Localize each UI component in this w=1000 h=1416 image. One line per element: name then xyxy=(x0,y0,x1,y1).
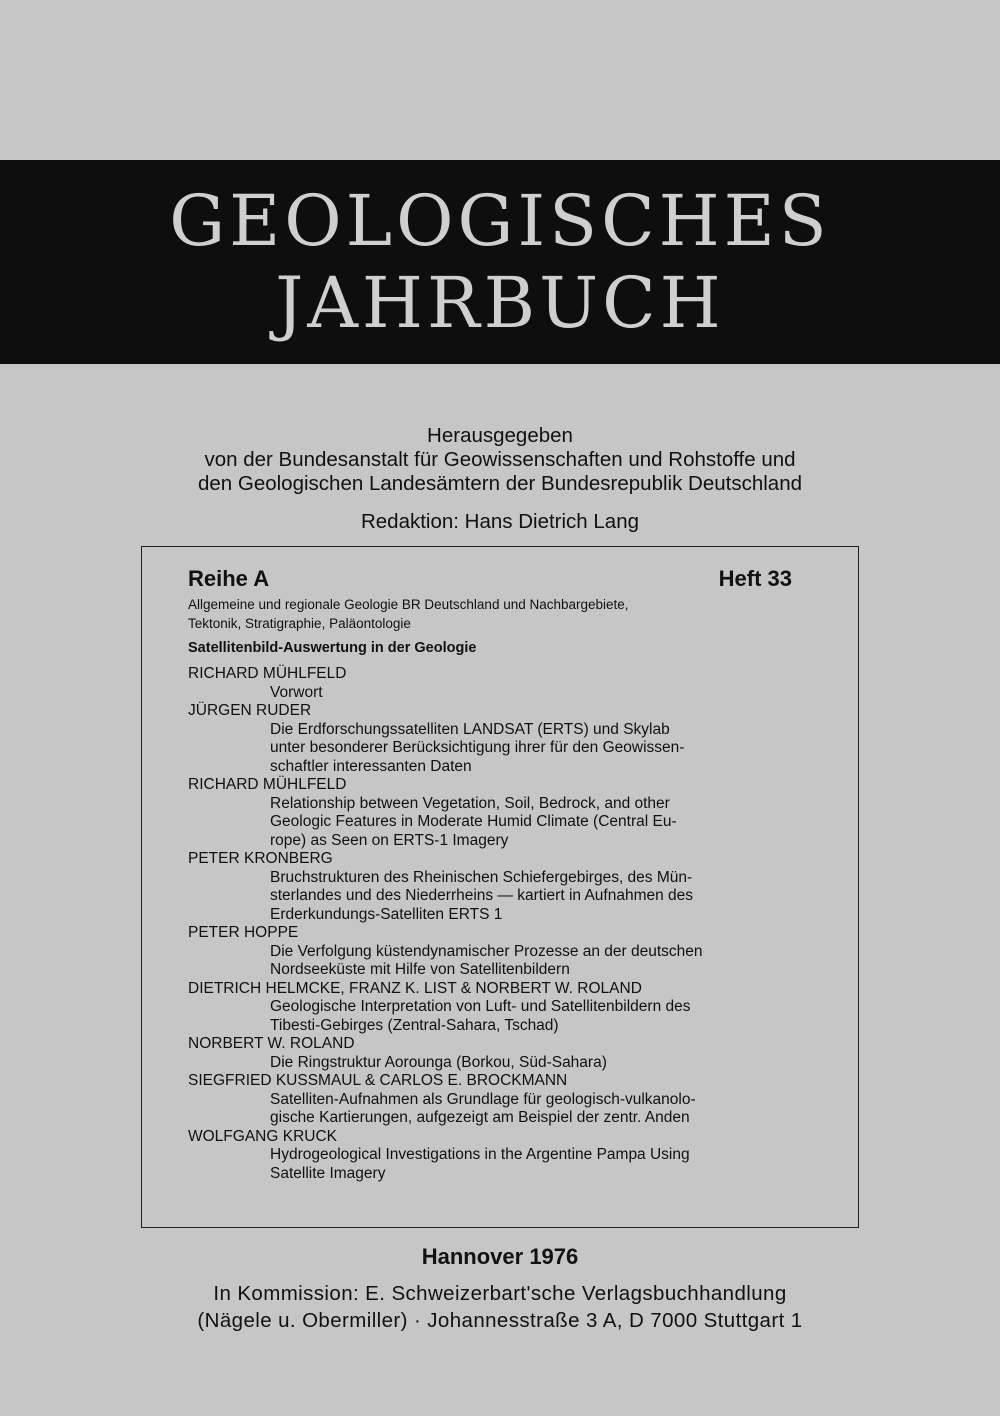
contents-inner xyxy=(188,567,792,1183)
place-year: Hannover 1976 xyxy=(421,1244,579,1269)
article-item xyxy=(188,924,792,980)
article-title-line: Relationship between Vegetation, Soil, Bedrock, and other xyxy=(270,794,670,812)
issue-number: Heft 33 xyxy=(718,566,792,591)
publisher-block xyxy=(0,424,1000,534)
article-title-line: Die Ringstruktur Aorounga (Borkou, Süd-Sahara) xyxy=(270,1053,607,1071)
article-author: NORBERT W. ROLAND xyxy=(188,1035,355,1052)
article-author: SIEGFRIED KUSSMAUL & CARLOS E. BROCKMANN xyxy=(188,1072,568,1089)
article-author: RICHARD MÜHLFELD xyxy=(188,665,347,682)
article-title xyxy=(270,1054,792,1073)
imprint-line2: (Nägele u. Obermiller) · Johannesstraße 3 A, D 7000 Stuttgart 1 xyxy=(197,1309,803,1332)
imprint-line1: In Kommission: E. Schweizerbart'sche Verlagsbuchhandlung xyxy=(213,1282,787,1305)
article-title-line: Satellite Imagery xyxy=(270,1164,386,1182)
article-title-line: Geologic Features in Moderate Humid Climate (Central Eu- xyxy=(270,813,677,830)
article-item xyxy=(188,980,792,1036)
article-title xyxy=(270,795,792,851)
article-title-line: sterlandes und des Niederrheins — kartiert in Aufnahmen des xyxy=(270,887,694,904)
article-title xyxy=(270,684,792,703)
series-label: Reihe A xyxy=(188,566,270,591)
article-author: PETER HOPPE xyxy=(188,924,299,941)
article-title-line: Tibesti-Gebirges (Zentral-Sahara, Tschad) xyxy=(270,1016,559,1034)
article-item xyxy=(188,850,792,924)
article-title-line: gische Kartierungen, aufgezeigt am Beispiel der zentr. Anden xyxy=(270,1109,690,1126)
article-title-line: Vorwort xyxy=(270,683,323,701)
series-row xyxy=(188,567,792,591)
journal-title-line1: GEOLOGISCHES xyxy=(169,180,831,262)
article-author: DIETRICH HELMCKE, FRANZ K. LIST & NORBERT W. ROLAND xyxy=(188,979,642,997)
article-title-line: Bruchstrukturen des Rheinischen Schiefergebirges, des Mün- xyxy=(270,868,693,886)
article-title-line: Die Erdforschungssatelliten LANDSAT (ERTS) und Skylab xyxy=(270,720,670,738)
contents-box xyxy=(141,546,859,1228)
article-item xyxy=(188,1072,792,1128)
article-item xyxy=(188,776,792,850)
article-title-line: Erderkundungs-Satelliten ERTS 1 xyxy=(270,905,503,923)
article-title xyxy=(270,721,792,777)
article-author: WOLFGANG KRUCK xyxy=(188,1127,337,1145)
journal-title-line2: JAHRBUCH xyxy=(275,262,725,344)
article-author: PETER KRONBERG xyxy=(188,850,333,867)
article-item xyxy=(188,665,792,702)
publisher-line3: den Geologischen Landesämtern der Bundesrepublik Deutschland xyxy=(197,472,802,495)
title-banner xyxy=(0,160,1000,364)
article-title-line: Satelliten-Aufnahmen als Grundlage für geologisch-vulkanolo- xyxy=(270,1090,696,1108)
article-title xyxy=(270,869,792,925)
article-list xyxy=(188,665,792,1183)
article-item xyxy=(188,1128,792,1184)
article-title xyxy=(270,998,792,1035)
article-title-line: Nordseeküste mit Hilfe von Satellitenbildern xyxy=(270,961,570,978)
editor-line: Redaktion: Hans Dietrich Lang xyxy=(360,510,640,533)
article-title-line: unter besonderer Berücksichtigung ihrer für den Geowissen- xyxy=(270,739,685,756)
article-author: JÜRGEN RUDER xyxy=(188,702,312,719)
imprint-block xyxy=(0,1280,1000,1334)
article-title-line: rope) as Seen on ERTS-1 Imagery xyxy=(270,831,509,849)
article-item xyxy=(188,702,792,776)
publisher-line2: von der Bundesanstalt für Geowissenschaften und Rohstoffe und xyxy=(204,448,796,471)
article-title-line: Geologische Interpretation von Luft- und Satellitenbildern des xyxy=(270,998,691,1015)
article-item xyxy=(188,1035,792,1072)
article-title-line: Die Verfolgung küstendynamischer Prozesse an der deutschen xyxy=(270,942,703,960)
subject-description xyxy=(188,595,792,633)
article-author: RICHARD MÜHLFELD xyxy=(188,776,347,793)
subject-line1: Allgemeine und regionale Geologie BR Deutschland und Nachbargebiete, xyxy=(188,597,629,612)
article-title xyxy=(270,1091,792,1128)
subject-line2: Tektonik, Stratigraphie, Paläontologie xyxy=(188,616,411,631)
article-title-line: schaftler interessanten Daten xyxy=(270,757,472,775)
issue-theme: Satellitenbild-Auswertung in der Geologie xyxy=(188,640,477,656)
article-title-line: Hydrogeological Investigations in the Argentine Pampa Using xyxy=(270,1146,690,1163)
article-title xyxy=(270,943,792,980)
publisher-line1: Herausgegeben xyxy=(427,424,573,447)
article-title xyxy=(270,1146,792,1183)
